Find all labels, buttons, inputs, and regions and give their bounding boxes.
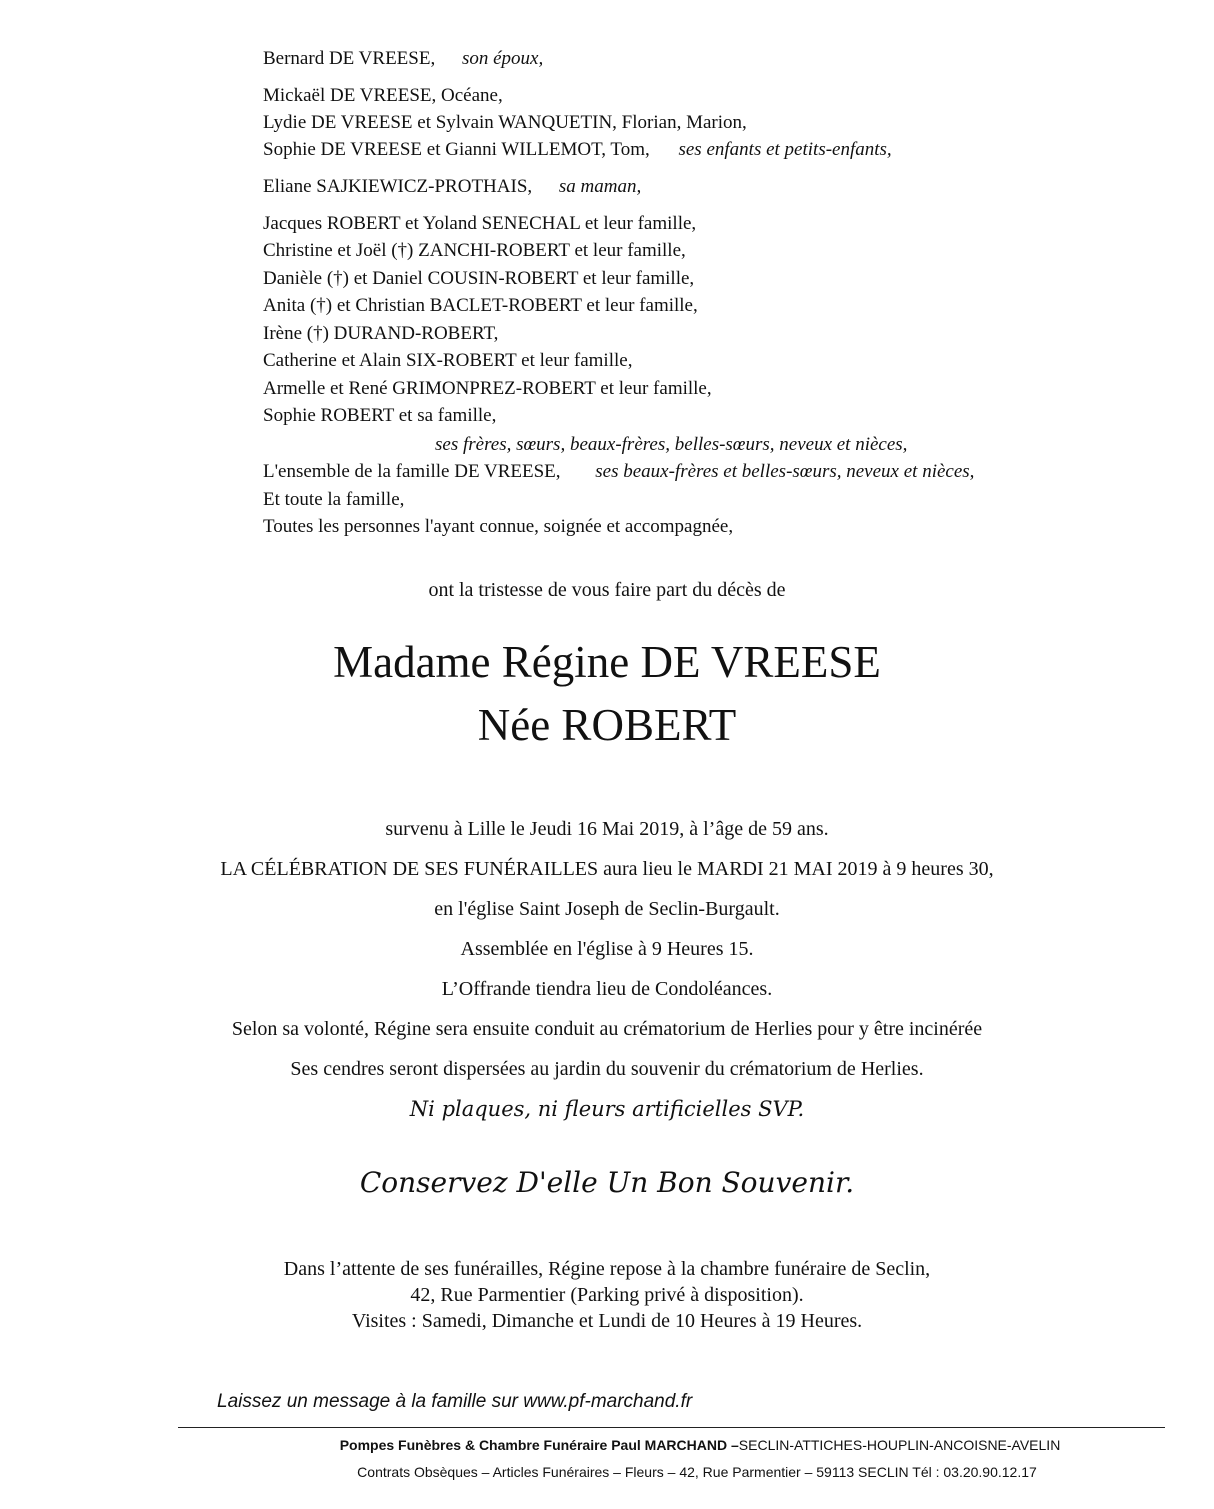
inlaws-line (263, 458, 974, 485)
rest-line: Dans l’attente de ses funérailles, Régine repose à la chambre funéraire de Seclin, (283, 1258, 931, 1280)
sibling-line: Sophie ROBERT et sa famille, (263, 405, 497, 426)
detail-line: Assemblée en l'église à 9 Heures 15. (460, 938, 754, 960)
deceased-maiden-name: Née ROBERT (477, 700, 737, 750)
mother-name: Eliane SAJKIEWICZ-PROTHAIS, (263, 176, 533, 197)
siblings-role: ses frères, sœurs, beaux-frères, belles-sœurs, neveux et nièces, (435, 434, 908, 455)
children-line-3 (263, 136, 892, 163)
rest-line: Visites : Samedi, Dimanche et Lundi de 10 Heures à 19 Heures. (351, 1310, 863, 1332)
footer-company: Pompes Funèbres & Chambre Funéraire Paul MARCHAND – (339, 1437, 739, 1453)
husband-name: Bernard DE VREESE, (263, 48, 436, 69)
detail-line: Ses cendres seront dispersées au jardin du souvenir du crématorium de Herlies. (290, 1058, 924, 1080)
message-link[interactable]: Laissez un message à la famille sur www.pf-marchand.fr (217, 1391, 693, 1412)
mother-line (263, 173, 641, 200)
mother-role: sa maman, (558, 176, 642, 197)
no-flowers-note: Ni plaques, ni fleurs artificielles SVP. (409, 1097, 805, 1121)
sibling-line: Danièle (†) et Daniel COUSIN-ROBERT et leur famille, (263, 268, 695, 289)
deceased-name: Madame Régine DE VREESE (333, 637, 881, 687)
keepsake-line: Conservez D'elle Un Bon Souvenir. (359, 1166, 855, 1199)
rest-line: 42, Rue Parmentier (Parking privé à disposition). (410, 1284, 804, 1306)
announce-text: ont la tristesse de vous faire part du décès de (428, 579, 786, 601)
husband-line (263, 45, 543, 72)
footer-towns: SECLIN-ATTICHES-HOUPLIN-ANCOISNE-AVELIN (738, 1437, 1061, 1453)
detail-line: en l'église Saint Joseph de Seclin-Burgault. (434, 898, 780, 920)
children-role: ses enfants et petits-enfants, (678, 139, 892, 160)
sibling-line: Catherine et Alain SIX-ROBERT et leur famille, (263, 350, 633, 371)
detail-line: L’Offrande tiendra lieu de Condoléances. (441, 978, 773, 1000)
sibling-line: Christine et Joël (†) ZANCHI-ROBERT et leur famille, (263, 240, 686, 261)
inlaws-name: L'ensemble de la famille DE VREESE, (263, 461, 561, 482)
sibling-line: Jacques ROBERT et Yoland SENECHAL et leur famille, (263, 213, 697, 234)
footer-contact: Contrats Obsèques – Articles Funéraires – Fleurs – 42, Rue Parmentier – 59113 SECLIN Tél : 03.20.90.12.17 (357, 1464, 1037, 1480)
carers-line: Toutes les personnes l'ayant connue, soignée et accompagnée, (263, 516, 734, 537)
detail-line: LA CÉLÉBRATION DE SES FUNÉRAILLES aura lieu le MARDI 21 MAI 2019 à 9 heures 30, (220, 858, 994, 880)
husband-role: son époux, (461, 48, 544, 69)
detail-line: survenu à Lille le Jeudi 16 Mai 2019, à l’âge de 59 ans. (385, 818, 829, 840)
children-names: Sophie DE VREESE et Gianni WILLEMOT, Tom, (263, 139, 650, 160)
detail-line: Selon sa volonté, Régine sera ensuite conduit au crématorium de Herlies pour y être incinérée (231, 1018, 983, 1040)
footer-company-line (0, 1437, 1214, 1453)
inlaws-role: ses beaux-frères et belles-sœurs, neveux et nièces, (595, 461, 975, 482)
children-line-1: Mickaël DE VREESE, Océane, (263, 85, 503, 106)
sibling-line: Irène (†) DURAND-ROBERT, (263, 323, 499, 344)
sibling-line: Armelle et René GRIMONPREZ-ROBERT et leur famille, (263, 378, 712, 399)
children-line-2: Lydie DE VREESE et Sylvain WANQUETIN, Florian, Marion, (263, 112, 747, 133)
sibling-line: Anita (†) et Christian BACLET-ROBERT et leur famille, (263, 295, 698, 316)
all-family-line: Et toute la famille, (263, 489, 405, 510)
footer-divider (178, 1427, 1165, 1428)
